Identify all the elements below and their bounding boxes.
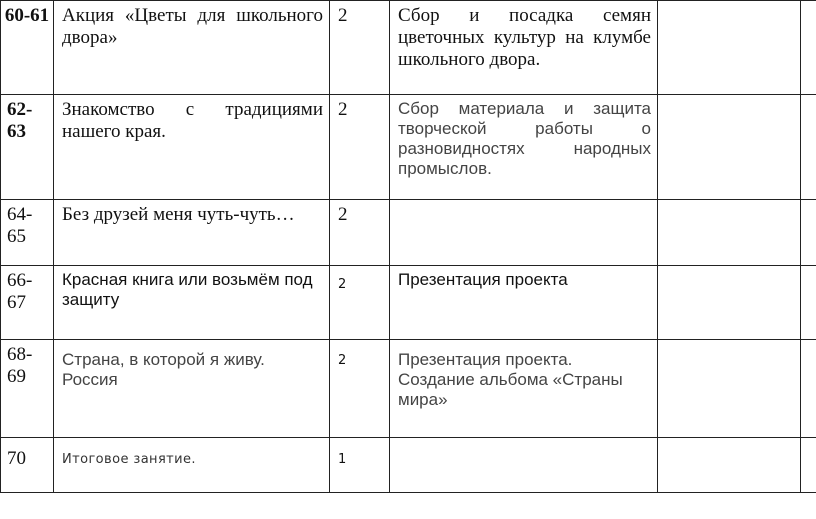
lesson-hours: 1 (330, 438, 390, 493)
lesson-number: 66-67 (1, 266, 54, 340)
table-row (1, 1, 816, 95)
lesson-activity: Сбор и посадка семян цветочных культур на клумбе школьного двора. (390, 1, 658, 95)
empty-cell (658, 1, 801, 95)
empty-cell (801, 200, 816, 266)
lesson-hours: 2 (330, 95, 390, 200)
lesson-hours: 2 (330, 1, 390, 95)
lesson-activity: Презентация проекта. Создание альбома «Страны мира» (390, 340, 658, 438)
lesson-number: 62-63 (1, 95, 54, 200)
empty-cell (658, 340, 801, 438)
table-row (1, 95, 816, 200)
empty-cell (801, 1, 816, 95)
table-row (1, 266, 816, 340)
lesson-hours: 2 (330, 340, 390, 438)
empty-cell (801, 340, 816, 438)
lesson-activity (390, 200, 658, 266)
empty-cell (658, 438, 801, 493)
lesson-activity: Сбор материала и защита творческой работы о разновидностях народных промыслов. (390, 95, 658, 200)
empty-cell (658, 95, 801, 200)
lesson-activity: Презентация проекта (390, 266, 658, 340)
table-row (1, 200, 816, 266)
lesson-number: 68-69 (1, 340, 54, 438)
empty-cell (801, 95, 816, 200)
empty-cell (658, 200, 801, 266)
lesson-topic: Без друзей меня чуть-чуть… (54, 200, 330, 266)
lesson-number: 70 (1, 438, 54, 493)
lesson-topic: Знакомство с традициями нашего края. (54, 95, 330, 200)
lesson-topic: Страна, в которой я живу. Россия (54, 340, 330, 438)
lesson-topic: Итоговое занятие. (54, 438, 330, 493)
table-row (1, 340, 816, 438)
lesson-activity (390, 438, 658, 493)
lesson-number: 60-61 (1, 1, 54, 95)
empty-cell (801, 438, 816, 493)
empty-cell (801, 266, 816, 340)
table-row (1, 438, 816, 493)
lesson-topic: Красная книга или возьмём под защиту (54, 266, 330, 340)
empty-cell (658, 266, 801, 340)
lesson-hours: 2 (330, 266, 390, 340)
lesson-number: 64-65 (1, 200, 54, 266)
lesson-hours: 2 (330, 200, 390, 266)
lesson-topic: Акция «Цветы для школьного двора» (54, 1, 330, 95)
